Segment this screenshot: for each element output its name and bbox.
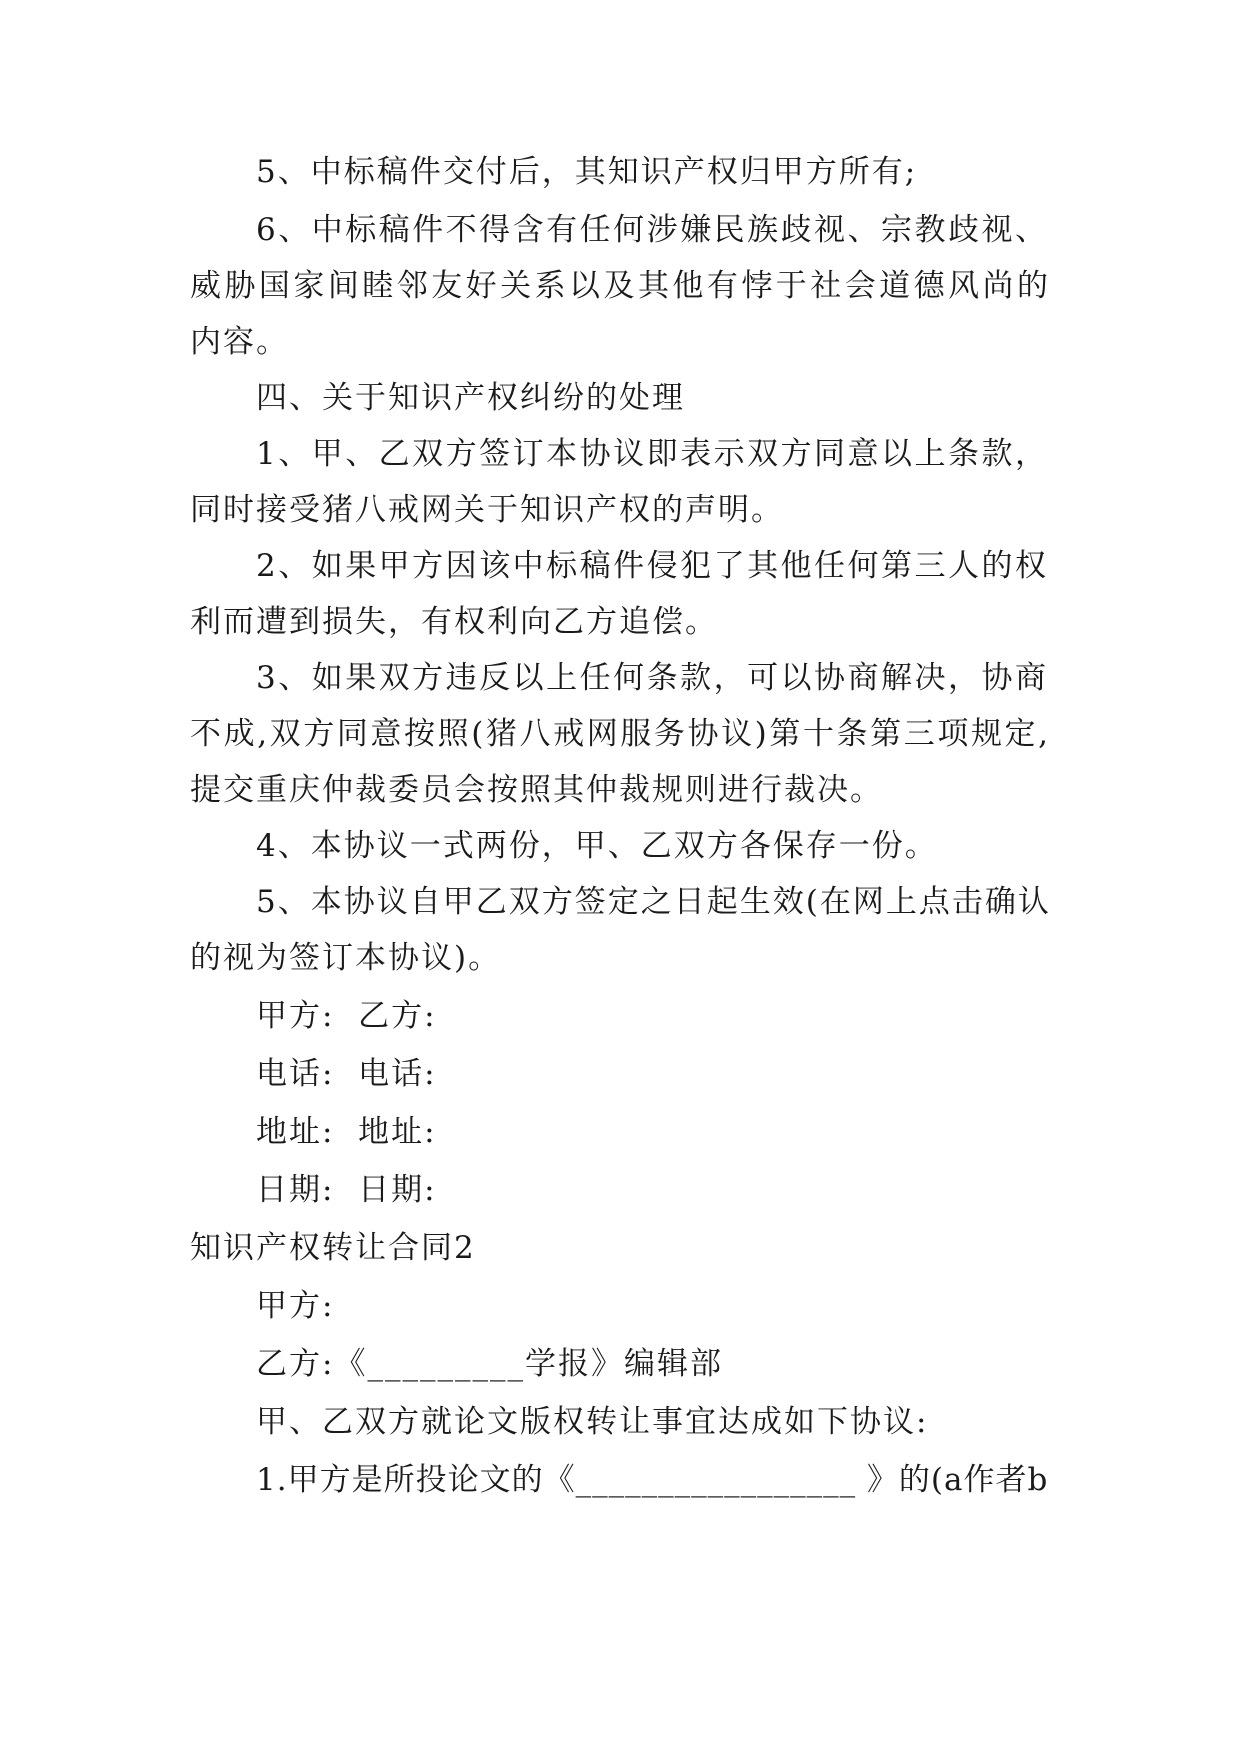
paragraph-line: 威胁国家间睦邻友好关系以及其他有悖于社会道德风尚的: [190, 268, 1050, 304]
paragraph-line: 同时接受猪八戒网关于知识产权的声明。: [190, 492, 784, 528]
party-b-line: 乙方:《_________学报》编辑部: [256, 1346, 723, 1382]
document-title: 知识产权转让合同2: [190, 1230, 476, 1266]
paragraph-line: 3、如果双方违反以上任何条款，可以协商解决，协商: [256, 660, 1048, 696]
paragraph-line: 甲、乙双方就论文版权转让事宜达成如下协议:: [256, 1404, 929, 1440]
paragraph-line: 5、中标稿件交付后，其知识产权归甲方所有;: [256, 154, 918, 190]
section-heading: 四、关于知识产权纠纷的处理: [256, 380, 685, 416]
signature-address-line: 地址: 地址:: [256, 1114, 437, 1150]
signature-date-line: 日期: 日期:: [256, 1172, 437, 1208]
party-a-line: 甲方:: [256, 1288, 335, 1324]
paragraph-line: 6、中标稿件不得含有任何涉嫌民族歧视、宗教歧视、: [256, 212, 1048, 248]
paragraph-line: 5、本协议自甲乙双方签定之日起生效(在网上点击确认: [256, 884, 1051, 920]
paragraph-line: 的视为签订本协议)。: [190, 940, 502, 976]
paragraph-line: 1.甲方是所投论文的《_________________ 》的(a作者b: [256, 1462, 1049, 1498]
paragraph-line: 内容。: [190, 324, 289, 360]
signature-party-line: 甲方: 乙方:: [256, 998, 437, 1034]
paragraph-line: 提交重庆仲裁委员会按照其仲裁规则进行裁决。: [190, 772, 883, 808]
paragraph-line: 利而遭到损失，有权利向乙方追偿。: [190, 604, 718, 640]
paragraph-line: 1、甲、乙双方签订本协议即表示双方同意以上条款，: [256, 436, 1048, 472]
paragraph-line: 4、本协议一式两份，甲、乙双方各保存一份。: [256, 828, 938, 864]
paragraph-line: 不成,双方同意按照(猪八戒网服务协议)第十条第三项规定,: [190, 716, 1050, 752]
signature-phone-line: 电话: 电话:: [256, 1056, 437, 1092]
paragraph-line: 2、如果甲方因该中标稿件侵犯了其他任何第三人的权: [256, 548, 1048, 584]
